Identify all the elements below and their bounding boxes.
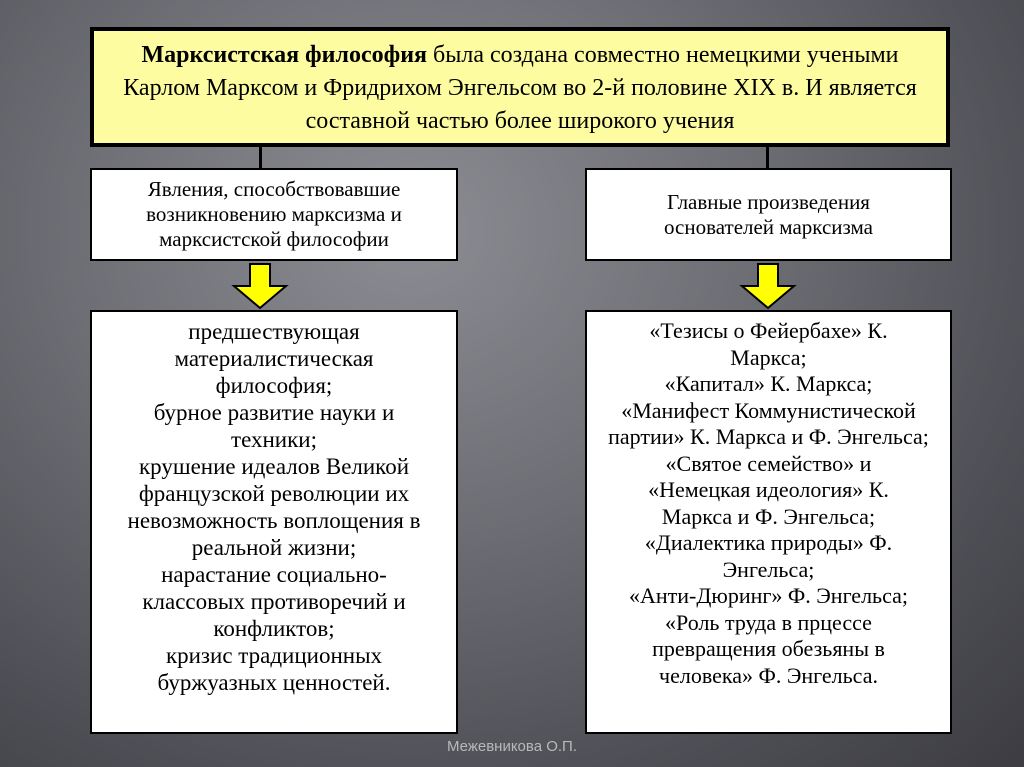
works-item: «Диалектика природы» Ф. Энгельса; <box>644 530 893 582</box>
works-item: «Святое семейство» и «Немецкая идеология» К. Маркса и Ф. Энгельса; <box>648 450 889 529</box>
phenomena-list-box <box>90 310 458 734</box>
main-statement-text: была создана совместно немецкими учеными Карлом Марксом и Фридрихом Энгельсом во 2-й половине XIX в. И является составной частью более широкого учения <box>123 42 917 134</box>
phenomena-header-box <box>90 168 458 261</box>
works-item: «Капитал» К. Маркса; <box>664 371 873 396</box>
works-item: «Манифест Коммунистической партии» К. Маркса и Ф. Энгельса; <box>608 397 929 449</box>
works-item: «Тезисы о Фейербахе» К. Маркса; <box>649 318 888 370</box>
phenomena-header-text: Явления, способствовавшие возникновению марксизма и марксистской философии <box>146 177 402 251</box>
main-statement-bold: Марксистская философия <box>141 42 428 68</box>
works-item: «Роль труда в прцессе превращения обезьяны в человека» Ф. Энгельса. <box>652 609 885 688</box>
phenomena-item: бурное развитие науки и техники; <box>153 400 395 452</box>
phenomena-item: нарастание социально-классовых противоречий и конфликтов; <box>142 562 406 641</box>
right-down-arrow-icon <box>738 262 798 310</box>
phenomena-item: кризис традиционных буржуазных ценностей. <box>157 643 391 695</box>
left-down-arrow-icon <box>230 262 290 310</box>
left-connector-line <box>259 145 262 170</box>
main-statement-box <box>90 27 950 147</box>
phenomena-item: крушение идеалов Великой французской революции их невозможность воплощения в реальной жизни; <box>127 454 421 560</box>
works-header-text: Главные произведения основателей марксизма <box>664 189 873 239</box>
right-connector-line <box>766 145 769 170</box>
phenomena-item: предшествующая материалистическая философия; <box>174 319 374 398</box>
works-header-box <box>585 168 952 261</box>
works-list-box <box>585 310 952 734</box>
author-footer: Межевникова О.П. <box>446 738 577 755</box>
works-item: «Анти-Дюринг» Ф. Энгельса; <box>629 583 908 608</box>
